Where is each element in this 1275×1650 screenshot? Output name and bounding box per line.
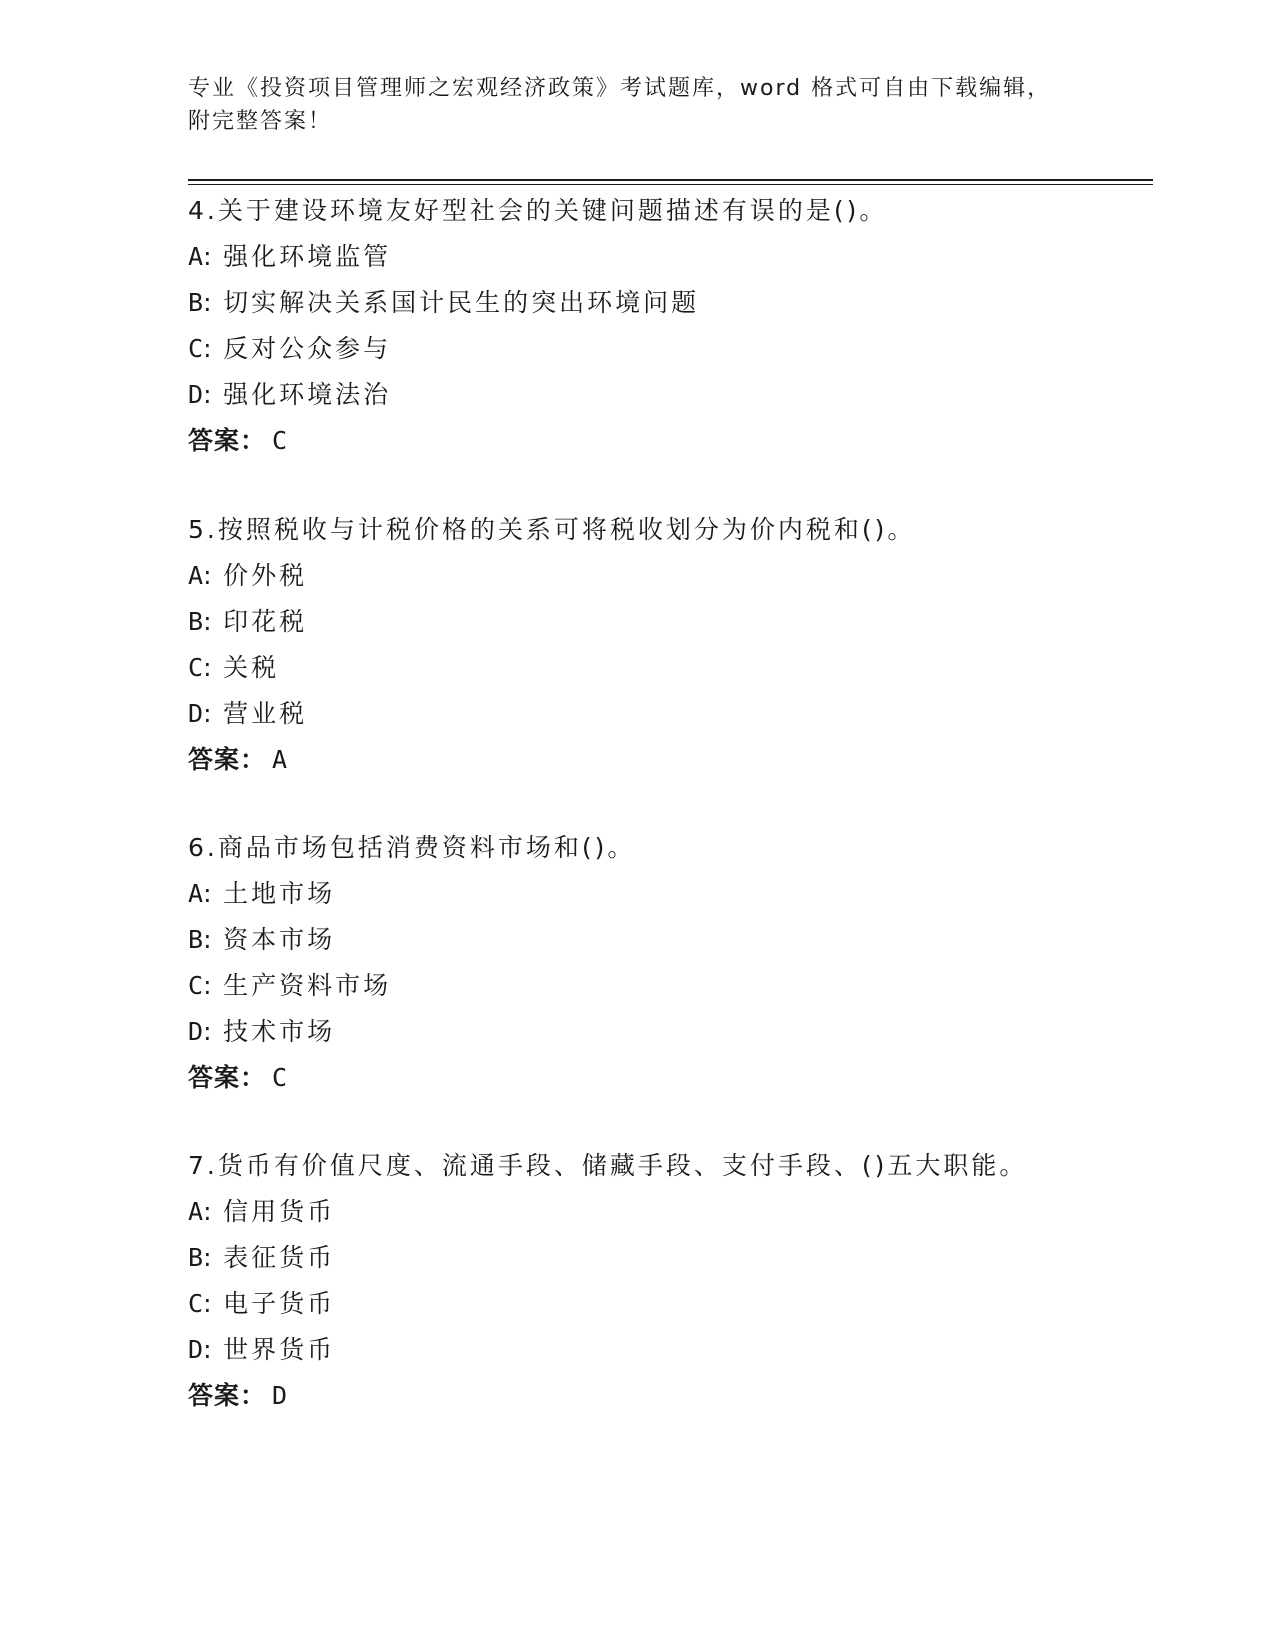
option-text: 生产资料市场 xyxy=(223,971,392,1000)
document-header xyxy=(188,72,1088,138)
option-a xyxy=(188,234,1148,280)
option-b xyxy=(188,280,1148,326)
answer-value: C xyxy=(272,426,289,455)
option-a xyxy=(188,871,1148,917)
option-letter: A xyxy=(188,561,204,590)
question-stem: 5.按照税收与计税价格的关系可将税收划分为价内税和()。 xyxy=(188,515,916,544)
answer-value: C xyxy=(272,1063,289,1092)
question-stem: 7.货币有价值尺度、流通手段、储藏手段、支付手段、()五大职能。 xyxy=(188,1151,1028,1180)
option-separator: : xyxy=(203,1335,215,1364)
option-text: 印花税 xyxy=(223,607,308,636)
answer-line xyxy=(188,1373,1148,1419)
option-separator: : xyxy=(203,653,215,682)
option-letter: D xyxy=(188,1335,204,1364)
option-separator: : xyxy=(203,334,215,363)
option-separator: : xyxy=(203,879,215,908)
option-letter: C xyxy=(188,971,204,1000)
option-separator: : xyxy=(203,1197,215,1226)
option-text: 反对公众参与 xyxy=(223,334,392,363)
option-letter: B xyxy=(188,288,204,317)
option-letter: A xyxy=(188,879,204,908)
answer-label: 答案： xyxy=(188,1063,267,1092)
option-c xyxy=(188,645,1148,691)
option-text: 电子货币 xyxy=(223,1289,336,1318)
option-separator: : xyxy=(203,971,215,1000)
answer-line xyxy=(188,737,1148,783)
question-block xyxy=(188,188,1148,464)
option-d xyxy=(188,372,1148,418)
option-text: 信用货币 xyxy=(223,1197,336,1226)
option-letter: C xyxy=(188,334,204,363)
question-block xyxy=(188,1143,1148,1419)
option-separator: : xyxy=(203,925,215,954)
option-text: 资本市场 xyxy=(223,925,336,954)
option-letter: B xyxy=(188,607,204,636)
question-block xyxy=(188,507,1148,783)
option-c xyxy=(188,326,1148,372)
option-b xyxy=(188,599,1148,645)
option-letter: C xyxy=(188,653,204,682)
answer-value: A xyxy=(272,745,289,774)
option-text: 土地市场 xyxy=(223,879,336,908)
option-letter: A xyxy=(188,242,204,271)
answer-line xyxy=(188,1055,1148,1101)
option-letter: A xyxy=(188,1197,204,1226)
option-text: 技术市场 xyxy=(223,1017,336,1046)
option-text: 关税 xyxy=(223,653,280,682)
option-a xyxy=(188,553,1148,599)
option-c xyxy=(188,963,1148,1009)
option-text: 世界货币 xyxy=(223,1335,336,1364)
question-stem: 4.关于建设环境友好型社会的关键问题描述有误的是()。 xyxy=(188,196,888,225)
answer-value: D xyxy=(272,1381,289,1410)
option-separator: : xyxy=(203,607,215,636)
header-divider-thick xyxy=(188,179,1153,181)
answer-line xyxy=(188,418,1148,464)
option-b xyxy=(188,917,1148,963)
option-separator: : xyxy=(203,380,215,409)
option-separator: : xyxy=(203,1017,215,1046)
option-text: 强化环境法治 xyxy=(223,380,392,409)
option-letter: C xyxy=(188,1289,204,1318)
option-separator: : xyxy=(203,1289,215,1318)
option-letter: B xyxy=(188,925,204,954)
answer-label: 答案： xyxy=(188,426,267,455)
header-divider-thin xyxy=(188,184,1153,185)
option-text: 营业税 xyxy=(223,699,308,728)
answer-label: 答案： xyxy=(188,745,267,774)
option-text: 强化环境监管 xyxy=(223,242,392,271)
option-c xyxy=(188,1281,1148,1327)
option-d xyxy=(188,1327,1148,1373)
option-separator: : xyxy=(203,242,215,271)
option-text: 切实解决关系国计民生的突出环境问题 xyxy=(223,288,700,317)
option-letter: B xyxy=(188,1243,204,1272)
option-separator: : xyxy=(203,561,215,590)
option-separator: : xyxy=(203,1243,215,1272)
option-letter: D xyxy=(188,380,204,409)
option-text: 表征货币 xyxy=(223,1243,336,1272)
question-block xyxy=(188,825,1148,1101)
answer-label: 答案： xyxy=(188,1381,267,1410)
question-stem: 6.商品市场包括消费资料市场和()。 xyxy=(188,833,636,862)
option-a xyxy=(188,1189,1148,1235)
option-letter: D xyxy=(188,1017,204,1046)
option-letter: D xyxy=(188,699,204,728)
option-d xyxy=(188,691,1148,737)
option-b xyxy=(188,1235,1148,1281)
option-separator: : xyxy=(203,699,215,728)
option-separator: : xyxy=(203,288,215,317)
header-line-2: 附完整答案！ xyxy=(188,109,333,134)
option-text: 价外税 xyxy=(223,561,308,590)
option-d xyxy=(188,1009,1148,1055)
header-line-1: 专业《投资项目管理师之宏观经济政策》考试题库，word 格式可自由下载编辑， xyxy=(188,76,1052,101)
